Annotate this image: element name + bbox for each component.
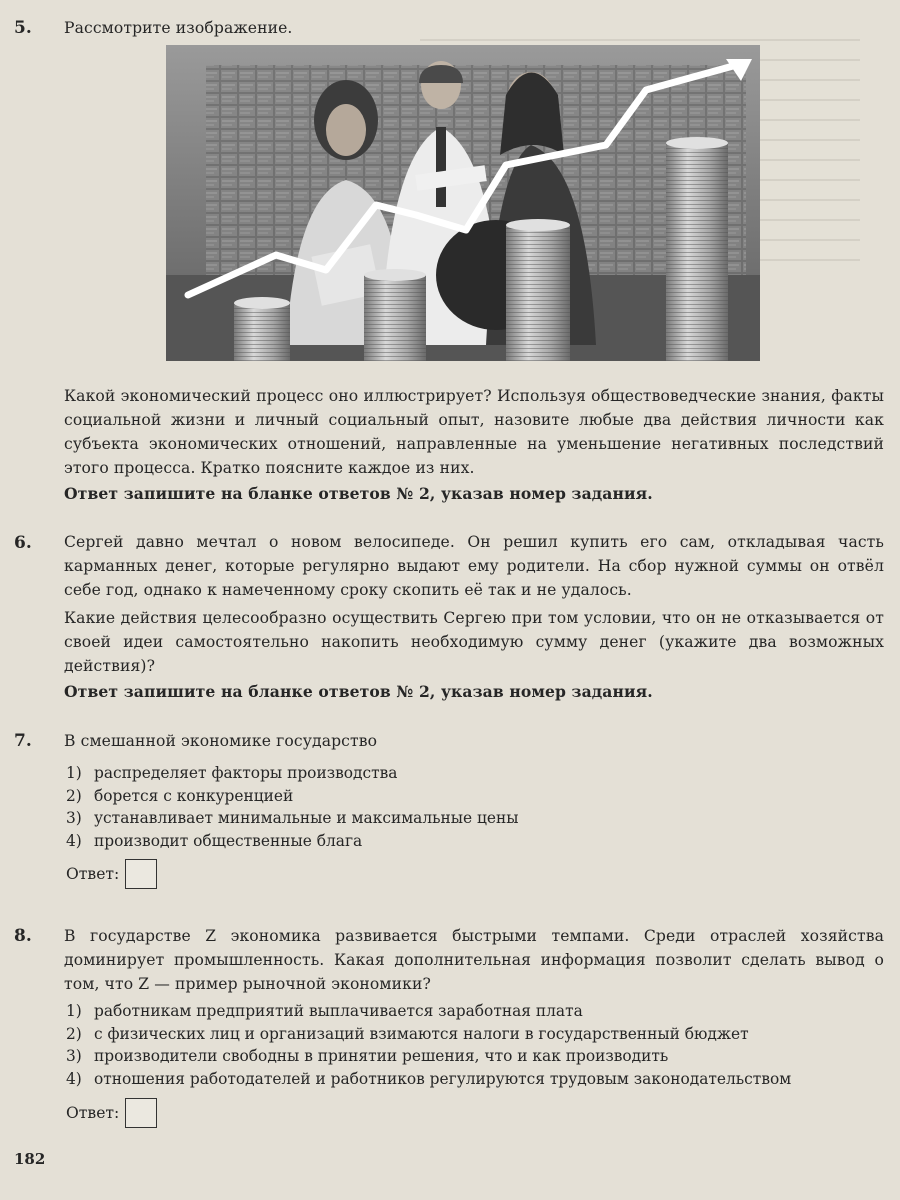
question-6-body — [64, 530, 884, 704]
question-8-number: 8. — [14, 926, 32, 946]
question-6-paragraph-1: Сергей давно мечтал о новом велосипеде. Он решил купить его сам, откладывая часть карманных денег, которые регулярно выдают ему родители. На сбор нужной суммы он отвёл себе год, однако к намеченному сроку скопить её так и не удалось. — [64, 533, 884, 599]
question-7-answer-label: Ответ: — [66, 865, 120, 883]
question-8-prompt — [64, 924, 884, 996]
question-7-option-4[interactable]: 4) производит общественные блага — [66, 831, 363, 850]
question-5-prompt-text: Рассмотрите изображение. — [64, 19, 293, 37]
question-5-number: 5. — [14, 18, 32, 38]
question-7-options — [66, 762, 519, 852]
economic-illustration-image — [166, 45, 760, 361]
question-7-prompt — [64, 729, 884, 753]
question-8-option-3[interactable]: 3) производители свободны в принятии решения, что и как производить — [66, 1047, 669, 1065]
question-8-answer-label: Ответ: — [66, 1104, 120, 1122]
question-8-option-4[interactable]: 4) отношения работодателей и работников регулируются трудовым законодательством — [66, 1069, 792, 1088]
question-7-answer-box[interactable] — [125, 859, 157, 889]
question-8-option-1[interactable]: 1) работникам предприятий выплачивается заработная плата — [66, 1002, 583, 1020]
question-8-answer-box[interactable] — [125, 1098, 157, 1128]
question-6-paragraph-2: Какие действия целесообразно осуществить Сергею при том условии, что он не отказывается от своей идеи самостоятельно накопить необходимую сумму денег (укажите два возможных действия)? — [64, 609, 884, 675]
question-5-instruction: Ответ запишите на бланке ответов № 2, указав номер задания. — [64, 484, 653, 503]
question-7-number: 7. — [14, 731, 32, 751]
question-8-answer — [66, 1098, 157, 1128]
question-7-option-3[interactable]: 3) устанавливает минимальные и максимальные цены — [66, 809, 519, 827]
page-number: 182 — [14, 1150, 46, 1168]
photo-illustration — [166, 45, 760, 361]
question-6-instruction: Ответ запишите на бланке ответов № 2, указав номер задания. — [64, 682, 653, 701]
question-7-option-2[interactable]: 2) борется с конкуренцией — [66, 786, 294, 805]
question-6-number: 6. — [14, 533, 32, 553]
question-8-options — [66, 1000, 791, 1090]
question-5-prompt — [64, 16, 884, 40]
question-7-answer — [66, 859, 157, 889]
question-5-body-text: Какой экономический процесс оно иллюстрирует? Используя обществоведческие знания, факты социальной жизни и личный социальный опыт, назовите любые два действия личности как субъекта экономических отношений, направленные на уменьшение негативных последствий этого процесса. Кратко поясните каждое из них. — [64, 387, 884, 477]
question-5-body — [64, 384, 884, 506]
question-7-option-1[interactable]: 1) распределяет факторы производства — [66, 764, 398, 782]
question-8-option-2[interactable]: 2) с физических лиц и организаций взимаются налоги в государственный бюджет — [66, 1024, 749, 1043]
question-8-prompt-text: В государстве Z экономика развивается быстрыми темпами. Среди отраслей хозяйства доминирует промышленность. Какая дополнительная информация позволит сделать вывод о том, что Z — пример рыночной экономики? — [64, 927, 884, 993]
question-7-prompt-text: В смешанной экономике государство — [64, 732, 378, 750]
